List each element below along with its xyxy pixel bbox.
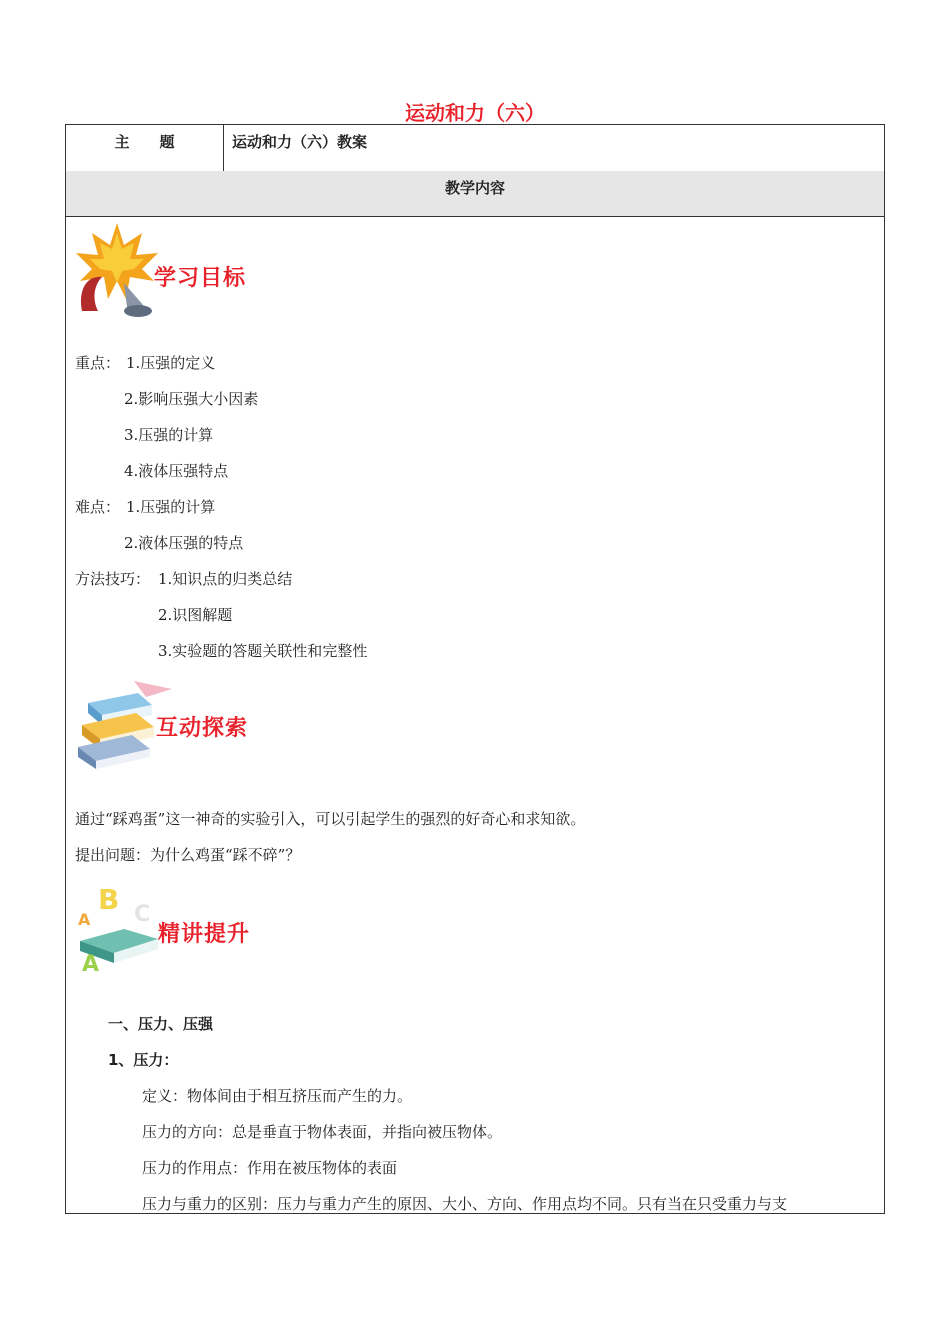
document-title: 运动和力（六） bbox=[405, 101, 545, 125]
key-point: 3.压强的计算 bbox=[124, 426, 214, 444]
lecture-subheading: 1、压力： bbox=[108, 1051, 179, 1069]
content-header: 教学内容 bbox=[66, 171, 884, 217]
topic-value: 运动和力（六）教案 bbox=[232, 133, 368, 151]
difficult-label: 难点： bbox=[75, 498, 121, 516]
key-point: 2.影响压强大小因素 bbox=[124, 390, 259, 408]
lecture-line: 压力的作用点：作用在被压物体的表面 bbox=[142, 1159, 398, 1177]
key-label: 重点： bbox=[75, 354, 121, 372]
explore-banner bbox=[74, 675, 274, 775]
explore-banner-title: 互动探索 bbox=[156, 716, 249, 741]
lesson-table bbox=[65, 124, 885, 1214]
method-label: 方法技巧： bbox=[75, 570, 151, 588]
explore-intro: 通过“踩鸡蛋”这一神奇的实验引入，可以引起学生的强烈的好奇心和求知欲。 bbox=[75, 810, 586, 828]
lecture-banner-title: 精讲提升 bbox=[158, 922, 251, 947]
explore-question: 提出问题：为什么鸡蛋“踩不碎”？ bbox=[75, 846, 301, 864]
lecture-line: 压力的方向：总是垂直于物体表面，并指向被压物体。 bbox=[142, 1123, 503, 1141]
lecture-banner bbox=[76, 883, 276, 973]
difficult-point: 1.压强的计算 bbox=[126, 498, 216, 516]
method-point: 2.识图解题 bbox=[158, 606, 233, 624]
lecture-heading: 一、压力、压强 bbox=[108, 1015, 214, 1033]
svg-text:C: C bbox=[134, 902, 151, 927]
svg-text:B: B bbox=[98, 883, 120, 916]
key-point: 1.压强的定义 bbox=[126, 354, 216, 372]
svg-text:A: A bbox=[82, 952, 100, 973]
key-point: 4.液体压强特点 bbox=[124, 462, 229, 480]
topic-row bbox=[66, 125, 884, 172]
method-point: 1.知识点的归类总结 bbox=[158, 570, 293, 588]
lecture-line: 定义：物体间由于相互挤压而产生的力。 bbox=[142, 1087, 413, 1105]
abc-book-icon bbox=[76, 883, 166, 973]
method-point: 3.实验题的答题关联性和完整性 bbox=[158, 642, 368, 660]
maple-leaf-bell-icon bbox=[72, 219, 162, 319]
difficult-point: 2.液体压强的特点 bbox=[124, 534, 244, 552]
svg-text:A: A bbox=[78, 910, 91, 929]
goals-banner-title: 学习目标 bbox=[154, 266, 247, 291]
topic-label: 主 题 bbox=[66, 125, 224, 171]
goals-banner bbox=[72, 219, 272, 319]
lecture-line: 压力与重力的区别：压力与重力产生的原因、大小、方向、作用点均不同。只有当在只受重力与支 bbox=[142, 1195, 788, 1213]
